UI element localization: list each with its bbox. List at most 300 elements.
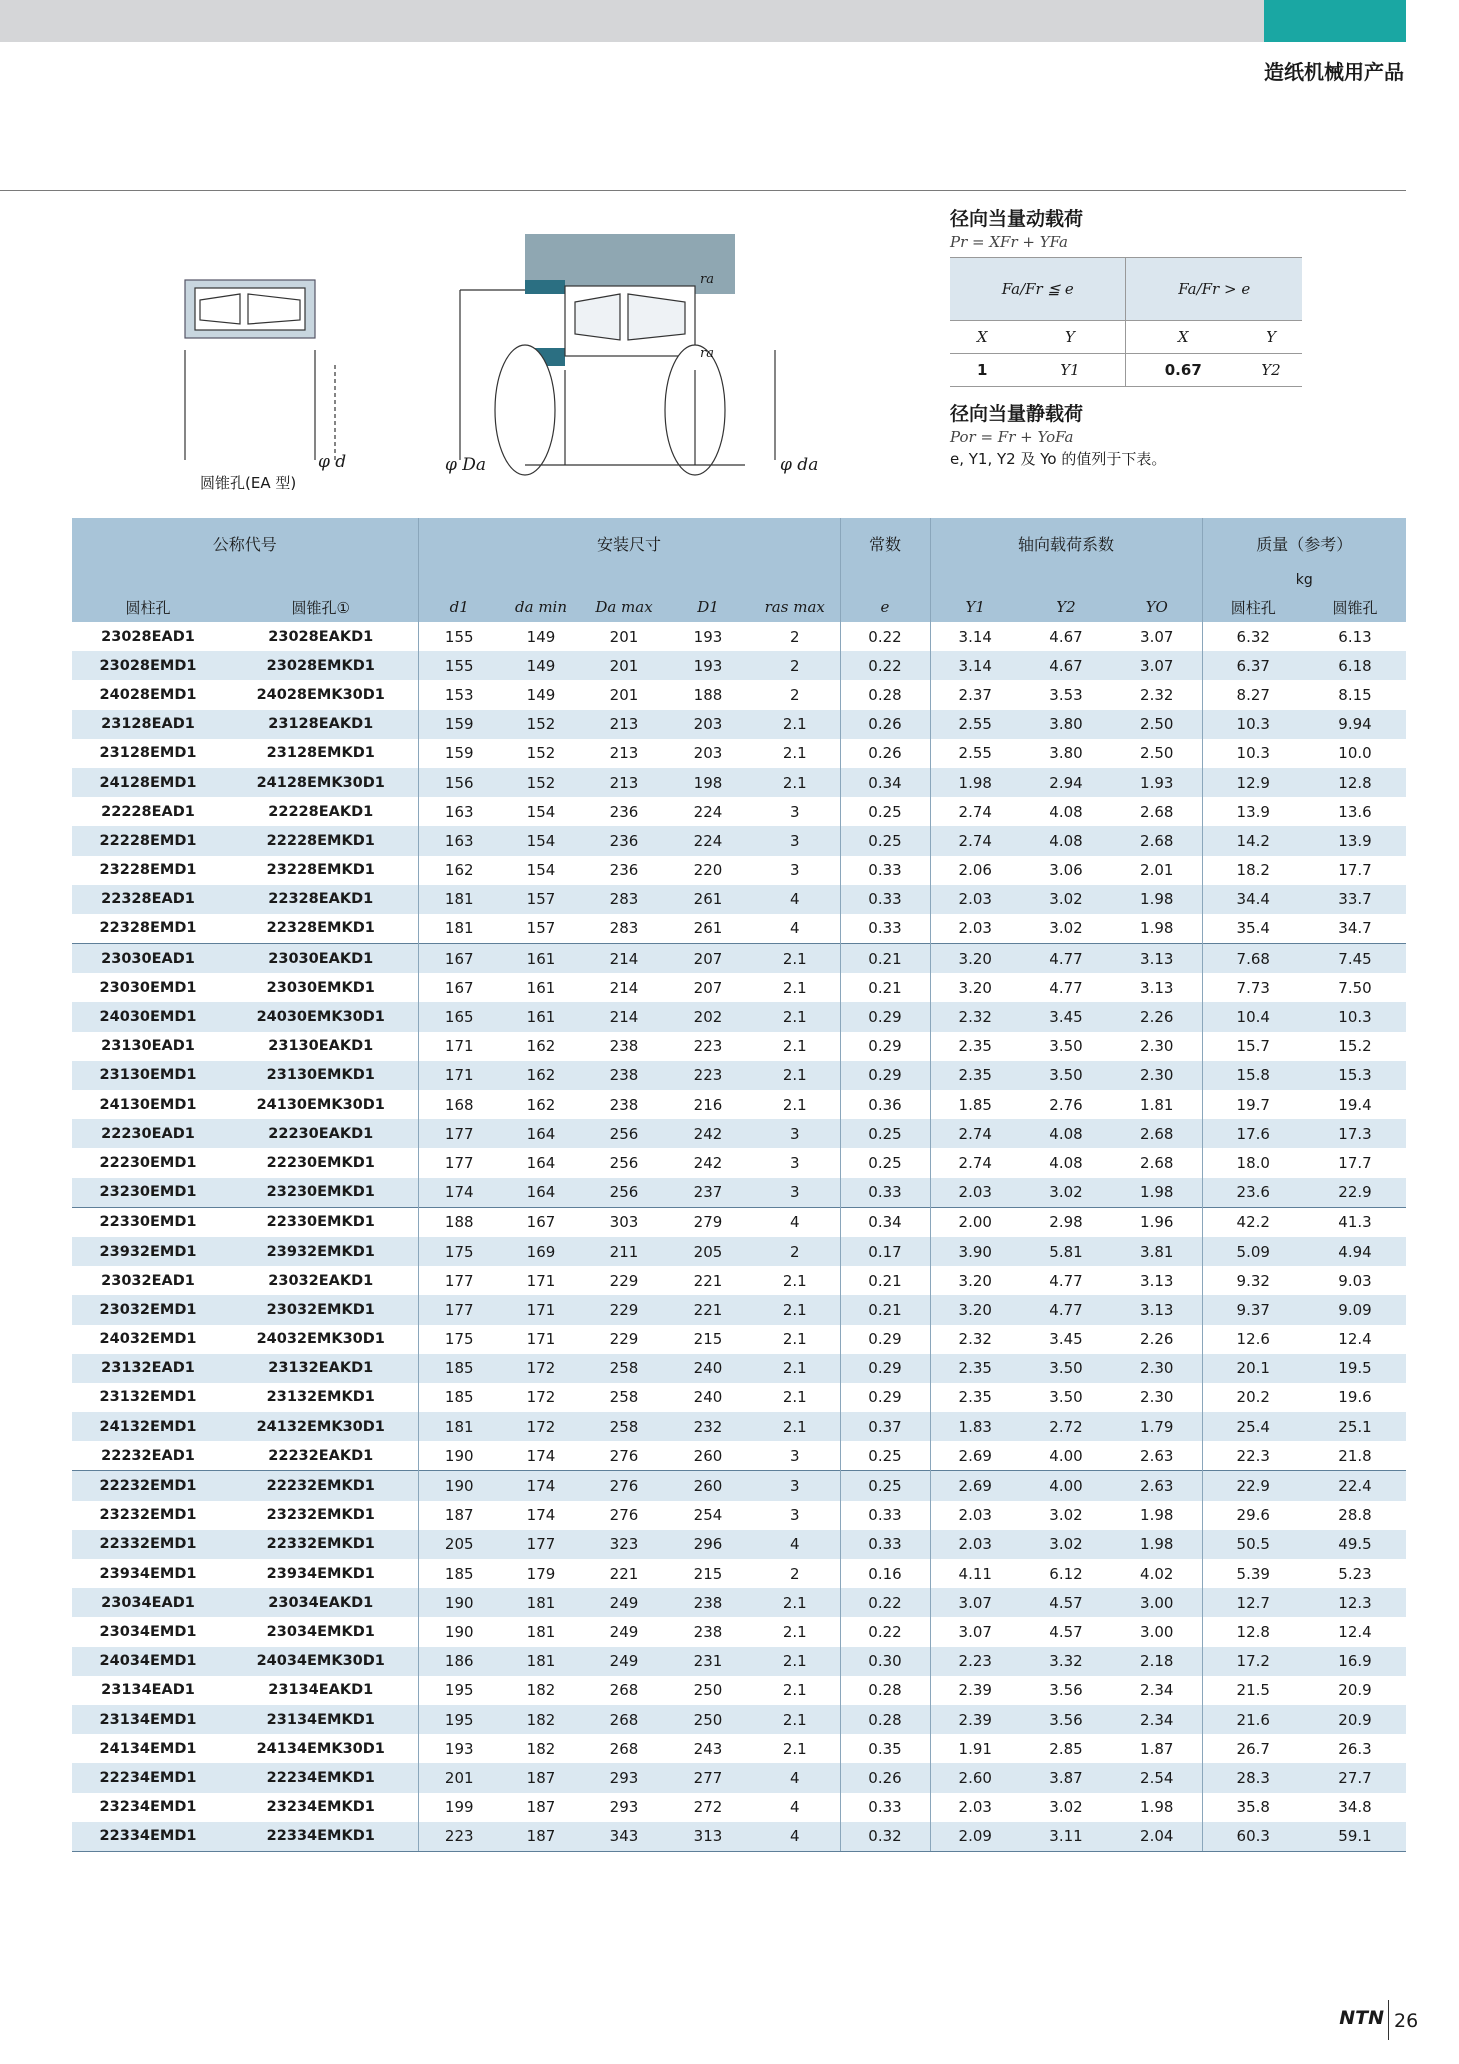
value-cell: 2.76	[1049, 1095, 1083, 1114]
value-cell: 4.57	[1020, 1588, 1112, 1617]
value-cell: 0.33	[840, 1793, 930, 1822]
value-cell: 0.29	[840, 1002, 930, 1031]
designation-cell: 22230EMKD1	[224, 1148, 418, 1177]
value-cell: 2.85	[1049, 1739, 1083, 1758]
value-cell: 3	[750, 1471, 840, 1501]
value-cell: 261	[666, 885, 750, 914]
designation-cell: 22230EMD1	[99, 1154, 197, 1171]
value-cell: 3.45	[1049, 1330, 1083, 1349]
table-row	[72, 1441, 1406, 1471]
value-cell: 1.91	[958, 1739, 992, 1758]
value-cell: 22.3	[1236, 1446, 1270, 1465]
designation-cell: 24032EMK30D1	[224, 1325, 418, 1354]
table-row	[72, 1588, 1406, 1617]
value-cell: 177	[500, 1530, 582, 1559]
value-cell: 4.57	[1049, 1622, 1083, 1641]
column-header: e	[840, 592, 930, 622]
value-cell: 3.13	[1112, 944, 1202, 974]
value-cell: 2.63	[1112, 1441, 1202, 1471]
designation-cell: 22228EAD1	[101, 803, 195, 820]
table-row	[72, 1148, 1406, 1177]
value-cell: 237	[666, 1178, 750, 1208]
value-cell: 0.29	[840, 1061, 930, 1090]
value-cell: 177	[418, 1295, 500, 1324]
value-cell: 3.90	[930, 1237, 1020, 1266]
value-cell: 3.80	[1020, 710, 1112, 739]
value-cell: 12.3	[1304, 1588, 1406, 1617]
designation-cell: 23028EAKD1	[224, 622, 418, 651]
value-cell: 0.26	[840, 739, 930, 768]
label-ra-top: ra	[700, 272, 714, 287]
factor-header: X	[1126, 321, 1240, 354]
value-cell: 162	[526, 1037, 556, 1056]
designation-cell: 22234EMD1	[72, 1763, 224, 1792]
value-cell: 3.07	[958, 1622, 992, 1641]
value-cell: 7.45	[1304, 944, 1406, 974]
value-cell: 1.98	[930, 768, 1020, 797]
table-row	[72, 1705, 1406, 1734]
value-cell: 2.1	[750, 1090, 840, 1119]
value-cell: 169	[500, 1237, 582, 1266]
value-cell: 207	[666, 944, 750, 974]
value-cell: 4.77	[1049, 1271, 1083, 1290]
value-cell: 213	[582, 768, 666, 797]
value-cell: 4.67	[1049, 627, 1083, 646]
value-cell: 3.07	[1112, 622, 1202, 651]
designation-cell: 23132EAD1	[72, 1354, 224, 1383]
value-cell: 15.8	[1202, 1061, 1304, 1090]
value-cell: 276	[609, 1446, 639, 1465]
value-cell: 179	[526, 1564, 556, 1583]
value-cell: 1.83	[930, 1412, 1020, 1441]
value-cell: 3.02	[1049, 1798, 1083, 1817]
value-cell: 202	[666, 1002, 750, 1031]
designation-cell: 24128EMK30D1	[224, 768, 418, 797]
designation-cell: 23134EMKD1	[224, 1705, 418, 1734]
value-cell: 6.12	[1049, 1564, 1083, 1583]
value-cell: 199	[444, 1798, 474, 1817]
value-cell: 224	[666, 826, 750, 855]
value-cell: 149	[500, 651, 582, 680]
designation-cell: 22328EMD1	[99, 920, 197, 937]
value-cell: 174	[526, 1446, 556, 1465]
label-da: φ da	[780, 455, 819, 475]
value-cell: 174	[418, 1178, 500, 1208]
value-cell: 174	[500, 1471, 582, 1501]
value-cell: 190	[418, 1588, 500, 1617]
designation-cell: 24128EMD1	[72, 768, 224, 797]
designation-cell: 23028EMKD1	[224, 651, 418, 680]
value-cell: 15.2	[1338, 1037, 1372, 1056]
designation-cell: 23030EMD1	[99, 979, 197, 996]
value-cell: 10.3	[1236, 744, 1270, 763]
value-cell: 3.13	[1112, 1295, 1202, 1324]
table-row	[72, 1061, 1406, 1090]
value-cell: 0.17	[840, 1237, 930, 1266]
designation-cell: 23034EAKD1	[224, 1588, 418, 1617]
designation-cell: 23934EMD1	[99, 1565, 197, 1582]
value-cell: 162	[500, 1061, 582, 1090]
value-cell: 4.77	[1020, 1295, 1112, 1324]
designation-cell: 23230EMD1	[72, 1178, 224, 1208]
value-cell: 268	[609, 1739, 639, 1758]
value-cell: 15.7	[1236, 1037, 1270, 1056]
value-cell: 190	[444, 1446, 474, 1465]
value-cell: 2.50	[1112, 739, 1202, 768]
value-cell: 5.09	[1202, 1237, 1304, 1266]
value-cell: 15.3	[1304, 1061, 1406, 1090]
value-cell: 177	[444, 1271, 474, 1290]
value-cell: 3.02	[1020, 885, 1112, 914]
value-cell: 242	[693, 1153, 723, 1172]
value-cell: 155	[444, 627, 474, 646]
designation-cell: 22228EMD1	[72, 826, 224, 855]
value-cell: 1.98	[1112, 1501, 1202, 1530]
value-cell: 201	[418, 1763, 500, 1792]
value-cell: 238	[693, 1622, 723, 1641]
footer-divider	[1388, 2000, 1389, 2040]
value-cell: 182	[526, 1739, 556, 1758]
value-cell: 224	[693, 802, 723, 821]
value-cell: 9.37	[1202, 1295, 1304, 1324]
value-cell: 3	[750, 1148, 840, 1177]
value-cell: 0.26	[840, 710, 930, 739]
value-cell: 0.16	[840, 1559, 930, 1588]
designation-cell: 22334EMKD1	[224, 1822, 418, 1852]
value-cell: 7.50	[1338, 978, 1372, 997]
value-cell: 243	[693, 1739, 723, 1758]
value-cell: 2.1	[750, 944, 840, 974]
value-cell: 221	[609, 1564, 639, 1583]
value-cell: 34.7	[1338, 919, 1372, 938]
condition-le: Fa/Fr ≦ e	[950, 258, 1126, 321]
value-cell: 2.1	[750, 1354, 840, 1383]
value-cell: 4.77	[1049, 978, 1083, 997]
designation-cell: 23130EMKD1	[224, 1061, 418, 1090]
value-cell: 181	[418, 1412, 500, 1441]
value-cell: 0.22	[840, 651, 930, 680]
value-cell: 343	[582, 1822, 666, 1852]
value-cell: 0.35	[840, 1734, 930, 1763]
value-cell: 1.98	[1112, 1530, 1202, 1559]
value-cell: 236	[582, 826, 666, 855]
table-row	[72, 622, 1406, 651]
value-cell: 256	[582, 1119, 666, 1148]
value-cell: 3.32	[1020, 1647, 1112, 1676]
table-body	[72, 622, 1406, 1851]
value-cell: 20.9	[1338, 1681, 1372, 1700]
value-cell: 177	[444, 1153, 474, 1172]
value-cell: 3.50	[1020, 1061, 1112, 1090]
value-cell: 195	[418, 1705, 500, 1734]
value-cell: 249	[582, 1588, 666, 1617]
value-cell: 23.6	[1202, 1178, 1304, 1208]
value-cell: 187	[526, 1798, 556, 1817]
table-row	[72, 856, 1406, 885]
value-cell: 7.73	[1236, 978, 1270, 997]
static-load-equation: Por = Fr + YoFa	[950, 428, 1074, 446]
static-load-title: 径向当量静载荷	[950, 403, 1084, 425]
designation-cell: 23934EMKD1	[224, 1559, 418, 1588]
designation-cell: 24130EMD1	[99, 1096, 197, 1113]
label-d: φ d	[318, 452, 347, 472]
value-cell: 0.33	[840, 856, 930, 885]
value-cell: 1.98	[1112, 885, 1202, 914]
value-cell: 0.22	[840, 1617, 930, 1646]
value-cell: 10.4	[1202, 1002, 1304, 1031]
value-cell: 17.3	[1304, 1119, 1406, 1148]
table-row	[72, 1676, 1406, 1705]
value-cell: 279	[666, 1207, 750, 1237]
value-cell: 175	[444, 1330, 474, 1349]
load-formula	[950, 204, 1310, 469]
value-cell: 3.56	[1049, 1681, 1083, 1700]
column-header: 圆锥孔①	[224, 592, 418, 622]
value-cell: 223	[418, 1822, 500, 1852]
value-cell: 2.68	[1112, 1119, 1202, 1148]
value-cell: 2.63	[1112, 1471, 1202, 1501]
value-cell: 28.8	[1338, 1506, 1372, 1525]
value-cell: 2.1	[750, 973, 840, 1002]
value-cell: 0.28	[840, 1676, 930, 1705]
designation-cell: 23228EMD1	[99, 862, 197, 879]
value-cell: 171	[526, 1271, 556, 1290]
table-row	[72, 1501, 1406, 1530]
value-cell: 0.33	[840, 1501, 930, 1530]
value-cell: 207	[693, 978, 723, 997]
value-cell: 161	[500, 1002, 582, 1031]
designation-cell: 23128EMD1	[99, 745, 197, 762]
value-cell: 1.81	[1112, 1090, 1202, 1119]
value-cell: 12.8	[1236, 1622, 1270, 1641]
value-cell: 193	[444, 1739, 474, 1758]
value-cell: 6.18	[1304, 651, 1406, 680]
value-cell: 0.29	[840, 1325, 930, 1354]
value-cell: 163	[444, 802, 474, 821]
value-cell: 0.21	[840, 1295, 930, 1324]
header-band	[0, 0, 1264, 42]
value-cell: 35.4	[1236, 919, 1270, 938]
value-cell: 2.03	[958, 1798, 992, 1817]
value-cell: 4.08	[1049, 802, 1083, 821]
column-header: d1	[418, 592, 500, 622]
value-cell: 2.34	[1112, 1676, 1202, 1705]
table-row	[72, 739, 1406, 768]
value-cell: 0.21	[840, 1266, 930, 1295]
value-cell: 13.6	[1338, 802, 1372, 821]
value-cell: 182	[500, 1705, 582, 1734]
value-cell: 28.3	[1202, 1763, 1304, 1792]
value-cell: 313	[666, 1822, 750, 1852]
value-cell: 4.08	[1049, 1153, 1083, 1172]
designation-cell: 24028EMK30D1	[224, 680, 418, 709]
value-cell: 5.39	[1236, 1564, 1270, 1583]
value-cell: 3.14	[930, 651, 1020, 680]
value-cell: 2.01	[1112, 856, 1202, 885]
value-cell: 283	[609, 919, 639, 938]
value-cell: 242	[666, 1119, 750, 1148]
value-cell: 2.1	[750, 1588, 840, 1617]
value-cell: 2.00	[930, 1207, 1020, 1237]
value-cell: 323	[582, 1530, 666, 1559]
value-cell: 213	[609, 744, 639, 763]
value-cell: 25.1	[1304, 1412, 1406, 1441]
value-cell: 167	[444, 978, 474, 997]
table-row	[72, 1119, 1406, 1148]
value-cell: 1.98	[1112, 1793, 1202, 1822]
value-cell: 238	[666, 1588, 750, 1617]
brand-logo: NTN	[1339, 2007, 1384, 2029]
value-cell: 2.1	[750, 1002, 840, 1031]
value-cell: 3.50	[1049, 1388, 1083, 1407]
value-cell: 2.03	[958, 1506, 992, 1525]
value-cell: 10.3	[1304, 1002, 1406, 1031]
value-cell: 213	[582, 710, 666, 739]
table-row	[72, 973, 1406, 1002]
designation-cell: 23932EMKD1	[224, 1237, 418, 1266]
value-cell: 2.39	[930, 1705, 1020, 1734]
table-row	[72, 651, 1406, 680]
designation-cell: 23030EAKD1	[224, 944, 418, 974]
designation-cell: 22332EMD1	[72, 1530, 224, 1559]
value-cell: 238	[582, 1061, 666, 1090]
value-cell: 249	[582, 1647, 666, 1676]
designation-cell: 23128EMKD1	[224, 739, 418, 768]
designation-cell: 24034EMK30D1	[224, 1647, 418, 1676]
value-cell: 9.03	[1338, 1271, 1372, 1290]
value-cell: 256	[609, 1153, 639, 1172]
designation-cell: 22234EMKD1	[224, 1763, 418, 1792]
value-cell: 276	[609, 1506, 639, 1525]
value-cell: 216	[693, 1095, 723, 1114]
value-cell: 187	[444, 1506, 474, 1525]
value-cell: 2.60	[930, 1763, 1020, 1792]
designation-cell: 22328EAD1	[72, 885, 224, 914]
value-cell: 171	[526, 1330, 556, 1349]
designation-cell: 24132EMD1	[72, 1412, 224, 1441]
designation-cell: 23028EAD1	[101, 628, 195, 645]
value-cell: 0.29	[840, 1032, 930, 1061]
value-cell: 17.7	[1338, 1153, 1372, 1172]
value-cell: 0.34	[840, 768, 930, 797]
value-cell: 5.23	[1338, 1564, 1372, 1583]
header-mass: 质量（参考）	[1202, 518, 1406, 568]
factor-note: e, Y1, Y2 及 Yo 的值列于下表。	[950, 450, 1167, 468]
factor-header: X	[950, 321, 1014, 354]
header-designation: 公称代号	[72, 518, 418, 568]
designation-cell: 23130EMD1	[72, 1061, 224, 1090]
value-cell: 2.35	[930, 1061, 1020, 1090]
value-cell: 3.02	[1049, 1506, 1083, 1525]
value-cell: 3.07	[1112, 651, 1202, 680]
value-cell: 4.94	[1304, 1237, 1406, 1266]
value-cell: 214	[582, 944, 666, 974]
value-cell: 190	[444, 1622, 474, 1641]
value-cell: 2.03	[930, 1530, 1020, 1559]
table-row	[72, 826, 1406, 855]
value-cell: 2.30	[1112, 1061, 1202, 1090]
value-cell: 3.20	[958, 978, 992, 997]
value-cell: 156	[418, 768, 500, 797]
value-cell: 238	[609, 1037, 639, 1056]
value-cell: 13.9	[1304, 826, 1406, 855]
dynamic-load-title: 径向当量动载荷	[950, 208, 1084, 230]
designation-cell: 23134EAKD1	[224, 1676, 418, 1705]
designation-cell: 22232EMKD1	[224, 1471, 418, 1501]
value-cell: 223	[666, 1061, 750, 1090]
value-cell: 0.26	[840, 1763, 930, 1792]
value-cell: 186	[418, 1647, 500, 1676]
value-cell: 0.22	[840, 1588, 930, 1617]
value-cell: 187	[500, 1763, 582, 1792]
value-cell: 0.25	[840, 1471, 930, 1501]
table-row	[72, 1090, 1406, 1119]
value-cell: 187	[500, 1822, 582, 1852]
value-cell: 26.7	[1236, 1739, 1270, 1758]
table-row	[72, 914, 1406, 944]
value-cell: 167	[500, 1207, 582, 1237]
value-cell: 1.96	[1112, 1207, 1202, 1237]
designation-cell: 23232EMKD1	[224, 1501, 418, 1530]
value-cell: 26.3	[1338, 1739, 1372, 1758]
designation-cell: 23132EMD1	[99, 1389, 197, 1406]
value-cell: 162	[444, 861, 474, 880]
value-cell: 3.87	[1020, 1763, 1112, 1792]
value-cell: 221	[666, 1295, 750, 1324]
value-cell: 12.8	[1304, 768, 1406, 797]
value-cell: 22.9	[1304, 1178, 1406, 1208]
value-cell: 229	[609, 1330, 639, 1349]
value-cell: 165	[418, 1002, 500, 1031]
section-title: 造纸机械用产品	[1264, 60, 1404, 84]
value-cell: 296	[666, 1530, 750, 1559]
value-cell: 3	[750, 1441, 840, 1471]
value-cell: 161	[526, 978, 556, 997]
factor-value: Y1	[1014, 354, 1126, 387]
value-cell: 9.09	[1304, 1295, 1406, 1324]
header-constant: 常数	[840, 518, 930, 568]
value-cell: 12.7	[1202, 1588, 1304, 1617]
value-cell: 17.2	[1202, 1647, 1304, 1676]
designation-cell: 24032EMD1	[99, 1331, 197, 1348]
value-cell: 2.03	[930, 1178, 1020, 1208]
table-row	[72, 1325, 1406, 1354]
designation-cell: 23132EMKD1	[224, 1383, 418, 1412]
value-cell: 2.1	[750, 1266, 840, 1295]
table-row	[72, 1032, 1406, 1061]
value-cell: 167	[418, 944, 500, 974]
value-cell: 221	[693, 1271, 723, 1290]
table-row	[72, 1530, 1406, 1559]
value-cell: 2	[750, 651, 840, 680]
table-row	[72, 797, 1406, 826]
value-cell: 33.7	[1304, 885, 1406, 914]
value-cell: 276	[582, 1471, 666, 1501]
value-cell: 2.35	[930, 1354, 1020, 1383]
factor-value: 0.67	[1126, 354, 1240, 387]
table-row	[72, 768, 1406, 797]
column-header: 圆锥孔	[1304, 592, 1406, 622]
value-cell: 293	[582, 1763, 666, 1792]
table-row	[72, 1734, 1406, 1763]
value-cell: 181	[500, 1588, 582, 1617]
value-cell: 168	[444, 1095, 474, 1114]
value-cell: 10.0	[1338, 744, 1372, 763]
table-row	[72, 1295, 1406, 1324]
value-cell: 258	[609, 1388, 639, 1407]
value-cell: 2.1	[750, 1412, 840, 1441]
designation-cell: 23234EMD1	[99, 1799, 197, 1816]
